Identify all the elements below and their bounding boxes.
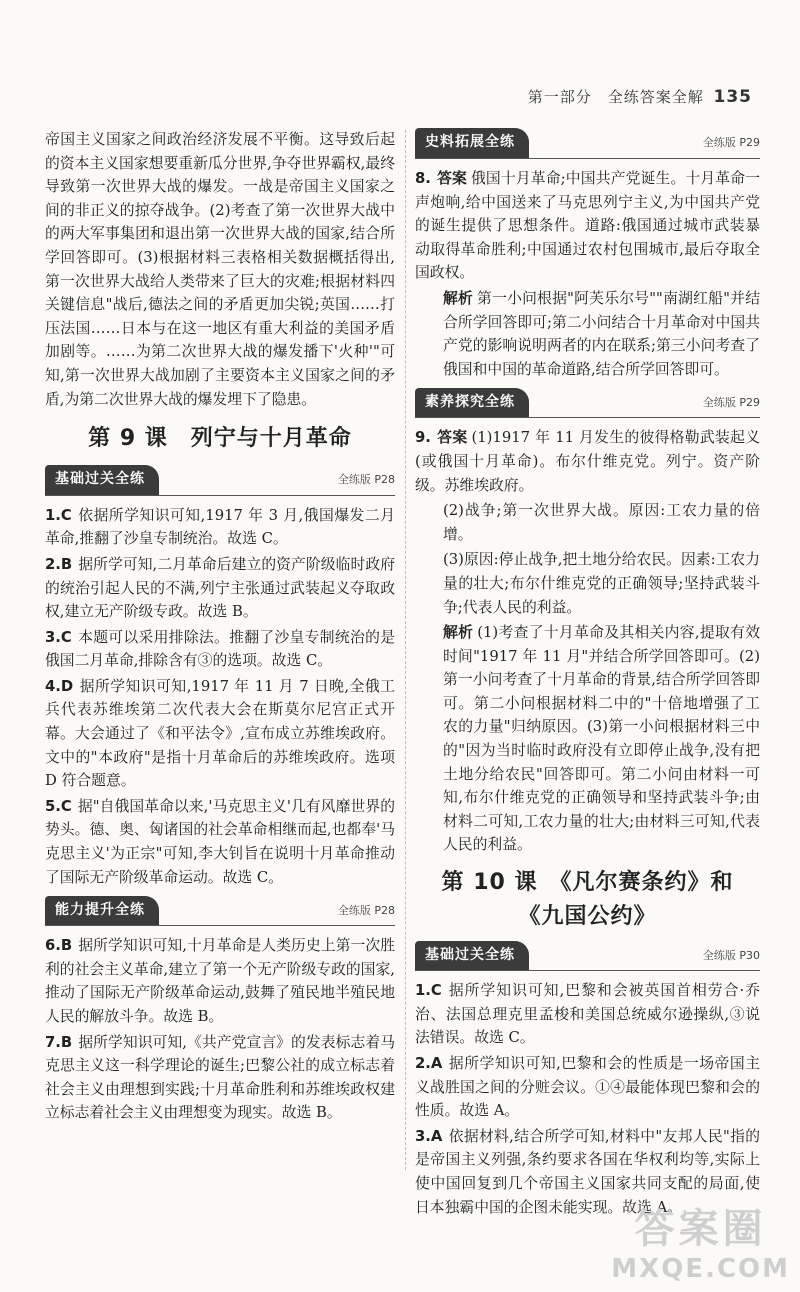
section-badge: 能力提升全练 — [45, 896, 159, 926]
section-literacy — [415, 387, 760, 418]
answer-item: 1.C 据所学知识可知,巴黎和会被英国首相劳合·乔治、法国总理克里孟梭和美国总统威尔逊操纵,③说法错误。故选 C。 — [415, 982, 760, 1047]
section-badge: 基础过关全练 — [415, 941, 529, 971]
watermark-logo — [611, 1197, 790, 1284]
answer-item: 4.D 据所学知识可知,1917 年 11 月 7 日晚,全俄工兵代表苏维埃第二次代表大会在斯莫尔尼宫正式开幕。大会通过了《和平法令》,宣布成立苏维埃政府。文中的"本政府"是指十月革命后的苏维埃政府。选项 D 符合题意。 — [45, 677, 395, 790]
answer-item: 5.C 据"自俄国革命以来,'马克思主义'几有风靡世界的势头。德、奥、匈诸国的社会革命相继而起,也都奉'马克思主义'为正宗"可知,李大钊旨在说明十月革命推动了国际无产阶级革命运动。故选 C。 — [45, 797, 395, 886]
lesson-10-title: 第 10 课 《凡尔赛条约》和 — [441, 870, 734, 896]
answer-item: 2.A 据所学知识可知,巴黎和会的性质是一场帝国主义战胜国之间的分赃会议。①④最能体现巴黎和会的性质。故选 A。 — [415, 1055, 760, 1120]
intro-paragraph: 帝国主义国家之间政治经济发展不平衡。这导致后起的资本主义国家想要重新瓜分世界,争夺世界霸权,最终导致第一次世界大战的爆发。一战是帝国主义国家之间的非正义的掠夺战争。(2)考查了第一次世界大战中的两大军事集团和退出第一次世界大战的国家,结合所学回答即可。(3)根据材料三表格相关数据概括得出,第一次世界大战给人类带来了巨大的灾难;根据材料四关键信息"战后,德法之间的矛盾更加尖锐;英国……打压法国……日本与在这一地区有重大利益的美国矛盾加剧等。……为第二次世界大战的爆发播下'火种'"可知,第一次世界大战加剧了主要资本主义国家之间的矛盾,为第二次世界大战的爆发埋下了隐患。 — [45, 131, 395, 408]
lesson-10-title-line2: 《九国公约》 — [518, 903, 657, 929]
watermark-line2: MXQE.COM — [611, 1254, 790, 1284]
watermark-line1: 答案圈 — [634, 1206, 767, 1252]
explanation-8: 解析 第一小问根据"阿芙乐尔号""南湖红船"并结合所学回答即可;第二小问结合十月革命对中国共产党的影响说明两者的内在联系;第三小问考查了俄国和中国的革命道路,结合所学回答即可。 — [443, 289, 760, 378]
section-source — [415, 128, 760, 159]
explanation-9: 解析 (1)考查了十月革命及其相关内容,提取有效时间"1917 年 11 月"并结合所学回答即可。(2)第一小问考查了十月革命的背景,结合所学回答即可。第二小问根据材料二中的"十倍地增强了工农的力量"归纳原因。(3)第一小问根据材料三中的"因为当时临时政府没有立即停止战争,没有把土地分给农民"回答即可。第二小问由材料一可知,布尔什维克党的正确领导和坚持武装斗争;由材料二可知,工农力量的壮大;由材料三可知,代表人民的利益。 — [443, 624, 760, 854]
section-basic-left — [45, 465, 395, 496]
left-column — [45, 128, 395, 1127]
answer-item-8: 8. 答案 俄国十月革命;中国共产党诞生。十月革命一声炮响,给中国送来了马克思列宁主义,为中国共产党的诞生提供了思想条件。道路:俄国通过城市武装暴动取得革命胜利;中国通过农村包围城市,最后夺取全国政权。 — [415, 170, 760, 282]
section-ref: 全练版 P29 — [702, 136, 760, 150]
answer-item: 3.A 依据材料,结合所学可知,材料中"友邦人民"指的是帝国主义列强,条约要求各国在华权利均等,实际上使中国回复到几个帝国主义国家共同支配的局面,使日本独霸中国的企图未能实现。故选 A。 — [415, 1127, 760, 1216]
page-header — [528, 86, 752, 107]
section-badge: 素养探究全练 — [415, 388, 529, 418]
answer-item: 2.B 据所学可知,二月革命后建立的资产阶级临时政府的统治引起人民的不满,列宁主张通过武装起义夺取政权,建立无产阶级专政。故选 B。 — [45, 555, 395, 621]
section-ref: 全练版 P28 — [337, 473, 395, 487]
section-ref: 全练版 P29 — [702, 395, 760, 409]
section-basic-right — [415, 940, 760, 971]
section-ref: 全练版 P30 — [702, 948, 760, 962]
answer-9-part3: (3)原因:停止战争,把土地分给农民。因素:工农力量的壮大;布尔什维克党的正确领导;坚持武装斗争;代表人民的利益。 — [443, 551, 760, 616]
answer-item-9: 9. 答案 (1)1917 年 11 月发生的彼得格勒武装起义(或俄国十月革命)。布尔什维克党。列宁。资产阶级。苏维埃政府。 — [415, 429, 760, 494]
section-badge: 史料拓展全练 — [415, 128, 529, 158]
lesson-9-title: 第 9 课 列宁与十月革命 — [88, 426, 352, 452]
answer-item: 7.B 据所学知识可知,《共产党宣言》的发表标志着马克思主义这一科学理论的诞生;巴黎公社的成立标志着社会主义由理想到实践;十月革命胜利和苏维埃政权建立标志着社会主义由理想变为现实。故选 B。 — [45, 1033, 395, 1122]
answer-item: 6.B 据所学知识可知,十月革命是人类历史上第一次胜利的社会主义革命,建立了第一个无产阶级专政的国家,推动了国际无产阶级革命运动,鼓舞了殖民地半殖民地人民的解放斗争。故选 B。 — [45, 937, 395, 1025]
answer-item: 3.C 本题可以采用排除法。推翻了沙皇专制统治的是俄国二月革命,排除含有③的选项。故选 C。 — [45, 628, 395, 670]
column-divider — [405, 130, 406, 1170]
section-ability — [45, 895, 395, 926]
section-ref: 全练版 P28 — [337, 903, 395, 917]
answer-item: 1.C 依据所学知识可知,1917 年 3 月,俄国爆发二月革命,推翻了沙皇专制统治。故选 C。 — [45, 506, 395, 548]
header-section: 第一部分 全练答案全解 — [527, 88, 704, 106]
right-column — [415, 128, 760, 1221]
section-badge: 基础过关全练 — [45, 465, 159, 495]
answer-9-part2: (2)战争;第一次世界大战。原因:工农力量的倍增。 — [443, 502, 760, 543]
page-number: 135 — [713, 87, 752, 107]
